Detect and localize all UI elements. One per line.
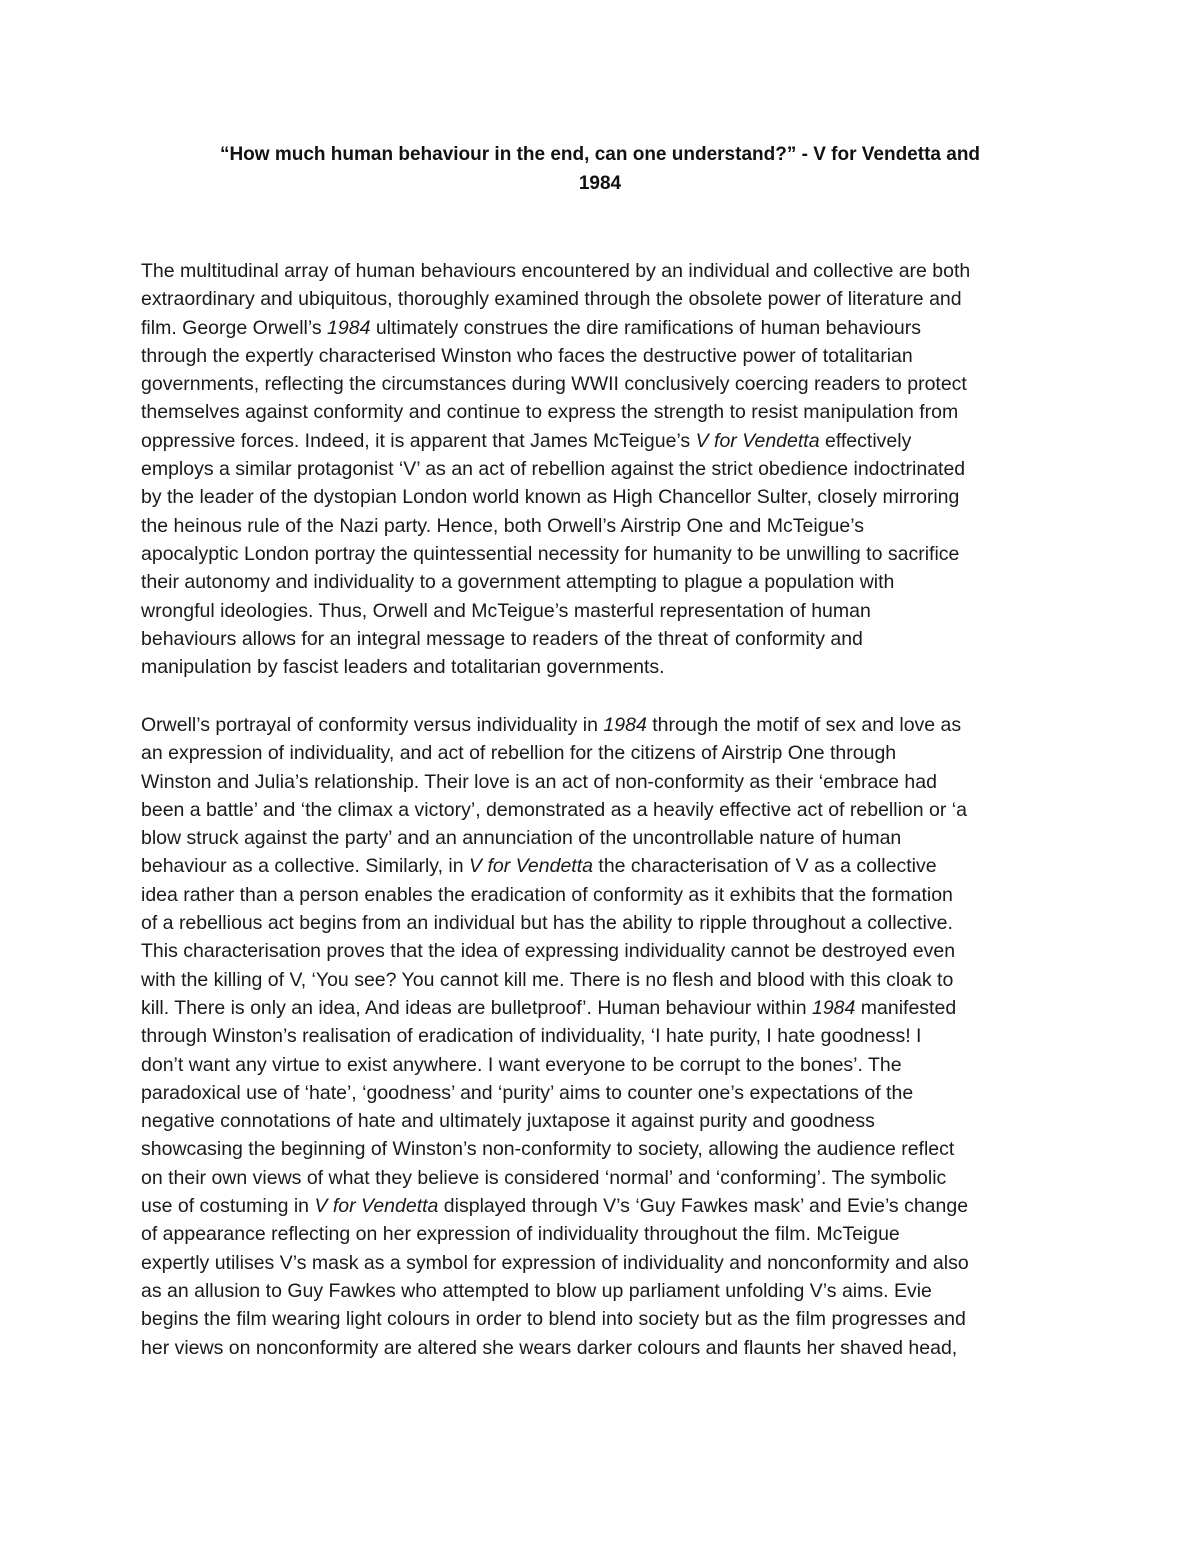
text-segment: of appearance reflecting on her expression of individuality throughout the film. McTeigue [141,1223,900,1246]
text-line [141,1107,1071,1135]
text-line [141,966,1071,994]
text-segment: kill. There is only an idea, And ideas are bulletproof’. Human behaviour within [141,996,812,1019]
text-line [141,1164,1071,1192]
text-line [141,314,1071,342]
text-segment: manipulation by fascist leaders and totalitarian governments. [141,656,665,679]
text-segment: wrongful ideologies. Thus, Orwell and McTeigue’s masterful representation of human [141,599,871,622]
italic-title-ref: V for Vendetta [469,855,593,878]
title-line: 1984 [578,173,622,194]
text-line [141,653,1071,681]
italic-title-ref: 1984 [603,714,647,736]
text-line [141,1249,1071,1277]
italic-title-ref: V for Vendetta [695,429,820,452]
text-segment: as an allusion to Guy Fawkes who attempted to blow up parliament unfolding V’s aims. Evie [141,1279,932,1302]
text-segment: the heinous rule of the Nazi party. Hence, both Orwell’s Airstrip One and McTeigue’s [141,514,864,537]
text-segment: with the killing of V, ‘You see? You cannot kill me. There is no flesh and blood with this cloak to [141,968,954,991]
text-line [141,1051,1071,1079]
text-line [141,768,1071,796]
text-segment: Winston and Julia’s relationship. Their love is an act of non-conformity as their ‘embrace had [141,770,937,793]
text-segment: This characterisation proves that the idea of expressing individuality cannot be destroyed even [141,940,956,963]
text-line [141,1220,1071,1248]
paragraph-body [141,711,1071,1362]
text-line [141,540,1071,568]
text-segment: expertly utilises V’s mask as a symbol for expression of individuality and nonconformity and also [141,1251,969,1274]
text-segment: showcasing the beginning of Winston’s non-conformity to society, allowing the audience reflect [141,1138,955,1161]
text-line [141,342,1071,370]
text-line [141,1192,1071,1220]
text-segment: blow struck against the party’ and an annunciation of the uncontrollable nature of human [141,827,902,850]
text-segment: Orwell’s portrayal of conformity versus individuality in [141,714,604,736]
text-segment: themselves against conformity and continue to express the strength to resist manipulation from [141,401,959,424]
text-line [141,937,1071,965]
text-segment: don’t want any virtue to exist anywhere. I want everyone to be corrupt to the bones’. The [141,1053,902,1076]
text-line [141,909,1071,937]
text-segment: behaviours allows for an integral message to readers of the threat of conformity and [141,627,863,650]
text-segment: manifested [855,996,957,1019]
text-line [141,1277,1071,1305]
text-line [141,796,1071,824]
text-segment: effectively [819,429,912,452]
text-line [141,994,1071,1022]
essay-title [150,140,1050,198]
text-line [141,1305,1071,1333]
text-line [141,285,1071,313]
text-segment: on their own views of what they believe is considered ‘normal’ and ‘conforming’. The symbolic [141,1166,947,1189]
text-segment: employs a similar protagonist ‘V’ as an act of rebellion against the strict obedience indoctrinated [141,458,966,481]
italic-title-ref: 1984 [327,316,371,339]
text-segment: the characterisation of V as a collective [592,855,937,878]
text-line [141,257,1071,285]
text-line [141,1135,1071,1163]
text-line [141,881,1071,909]
text-segment: film. George Orwell’s [141,316,328,339]
text-segment: use of costuming in [141,1195,315,1218]
text-segment: an expression of individuality, and act of rebellion for the citizens of Airstrip One through [141,742,897,765]
text-segment: governments, reflecting the circumstances during WWII conclusively coercing readers to protect [141,373,967,396]
text-line [141,398,1071,426]
text-segment: apocalyptic London portray the quintessential necessity for humanity to be unwilling to sacrifice [141,542,960,565]
text-segment: through the expertly characterised Winston who faces the destructive power of totalitarian [141,344,913,367]
text-line [141,512,1071,540]
italic-title-ref: 1984 [811,996,856,1019]
text-segment: ultimately construes the dire ramifications of human behaviours [370,316,922,339]
text-line [141,1079,1071,1107]
text-line [141,739,1071,767]
text-segment: extraordinary and ubiquitous, thoroughly examined through the obsolete power of literature and [141,288,962,311]
text-segment: behaviour as a collective. Similarly, in [141,855,470,878]
text-line [141,427,1071,455]
text-segment: displayed through V’s ‘Guy Fawkes mask’ and Evie’s change [438,1195,969,1218]
text-segment: their autonomy and individuality to a government attempting to plague a population with [141,571,895,594]
text-line [141,455,1071,483]
text-line [141,1022,1071,1050]
text-line [141,625,1071,653]
text-segment: been a battle’ and ‘the climax a victory’, demonstrated as a heavily effective act of rebellion or ‘a [141,798,967,821]
text-segment: negative connotations of hate and ultimately juxtapose it against purity and goodness [141,1110,875,1133]
title-line: “How much human behaviour in the end, can one understand?” - V for Vendetta and [219,144,981,165]
text-segment: begins the film wearing light colours in order to blend into society but as the film progresses and [141,1308,966,1331]
text-segment: through Winston’s realisation of eradication of individuality, ‘I hate purity, I hate goodness! I [141,1025,922,1048]
text-segment: idea rather than a person enables the eradication of conformity as it exhibits that the formation [141,883,953,906]
text-line [141,597,1071,625]
text-segment: oppressive forces. Indeed, it is apparent that James McTeigue’s [141,429,696,452]
text-line [141,852,1071,880]
text-line [141,483,1071,511]
text-line [141,1334,1071,1362]
text-segment: by the leader of the dystopian London world known as High Chancellor Sulter, closely mirroring [141,486,960,509]
text-segment: paradoxical use of ‘hate’, ‘goodness’ and ‘purity’ aims to counter one’s expectations of the [141,1081,914,1104]
text-line [141,370,1071,398]
text-segment: through the motif of sex and love as [646,714,962,736]
text-line [141,568,1071,596]
italic-title-ref: V for Vendetta [314,1195,439,1218]
paragraph-introduction [141,257,1071,681]
text-segment: The multitudinal array of human behaviours encountered by an individual and collective are both [141,260,971,282]
text-segment: of a rebellious act begins from an individual but has the ability to ripple throughout a collective. [141,912,953,935]
text-segment: her views on nonconformity are altered she wears darker colours and flaunts her shaved head, [141,1336,958,1359]
text-line [141,824,1071,852]
text-line [141,711,1071,739]
